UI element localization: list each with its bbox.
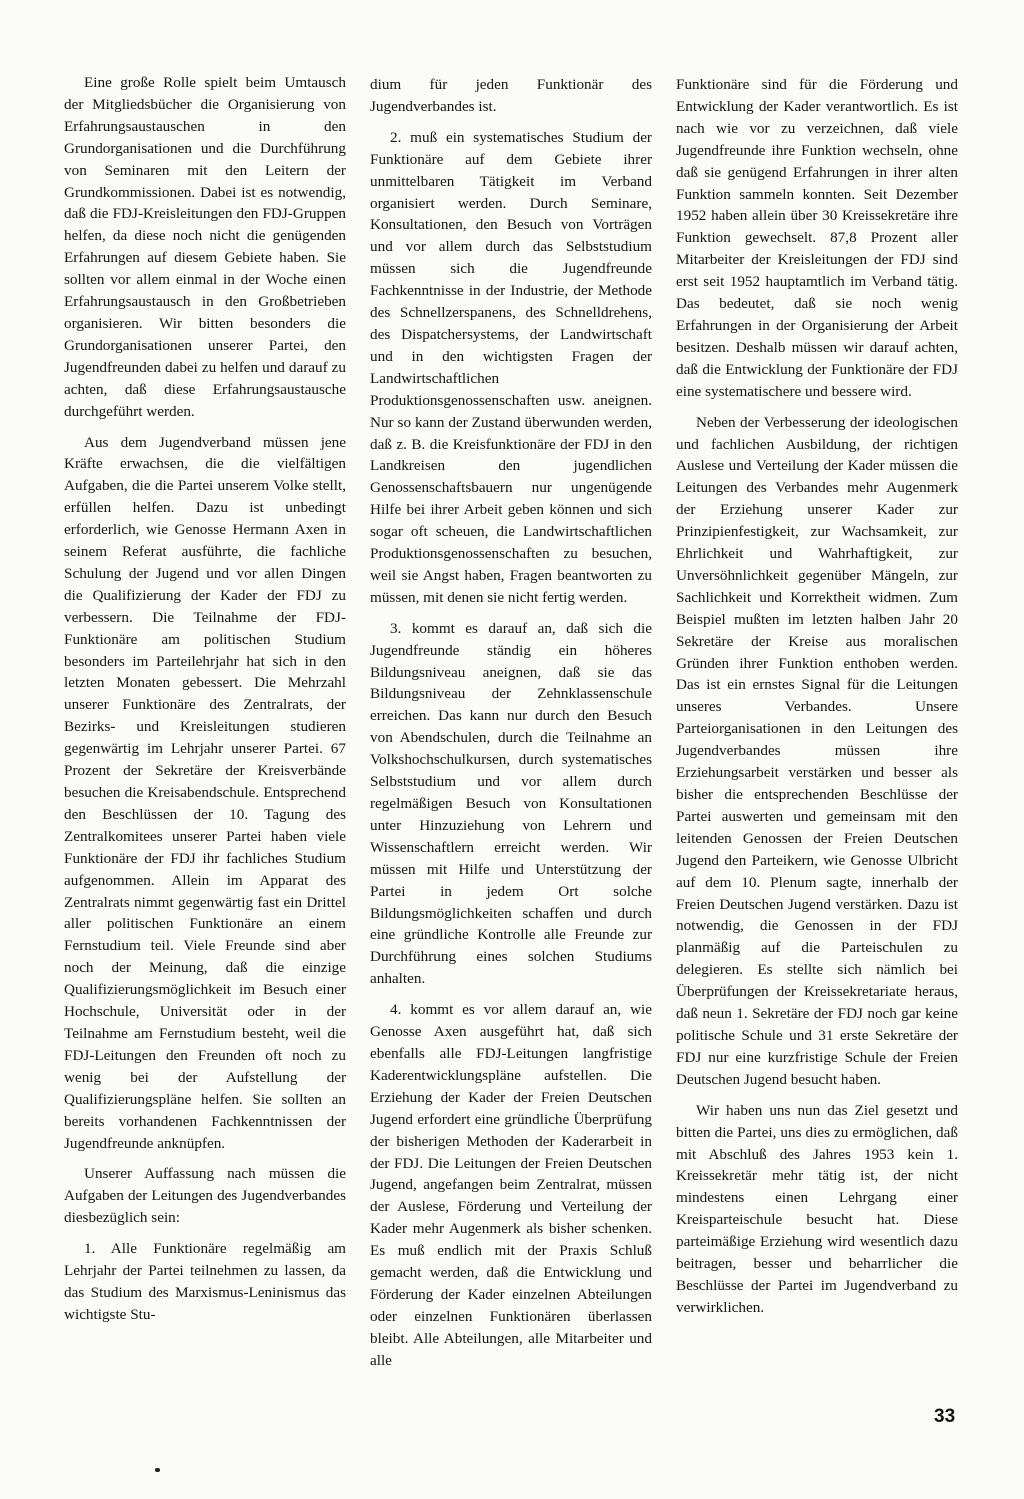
page-number: 33 bbox=[934, 1406, 956, 1427]
paragraph: 2. muß ein systematisches Studium der Funktionäre auf dem Gebiete ihrer unmittelbaren Tätigkeit im Verband organisiert werden. Durch Seminare, Konsultationen, den Besuch von Vorträgen und vor allem durch das Selbststudium müssen sich die Jugendfreunde Fachkenntnisse in der Industrie, der Methode des Schnellzerspanens, des Schnelldrehens, des Dispatchersystems, der Landwirtschaft und in den wichtigsten Fragen der Landwirtschaftlichen Produktionsgenossenschaften usw. aneignen. Nur so kann der Zustand überwunden werden, daß z. B. die Kreisfunktionäre der FDJ in den Landkreisen den jugendlichen Genossenschaftsbauern nur ungenügende Hilfe bei ihrer Arbeit geben können und sich sogar oft scheuen, die Landwirtschaftlichen Produktionsgenossenschaften zu besuchen, weil sie Angst haben, Fragen beantworten zu müssen, mit denen sie nicht fertig werden. bbox=[370, 128, 652, 606]
paragraph: Wir haben uns nun das Ziel gesetzt und bitten die Partei, uns dies zu ermöglichen, daß mit Abschluß des Jahres 1953 kein 1. Kreissekretär mehr tätig ist, der nicht mindestens einen Lehrgang einer Kreisparteischule besucht hat. Diese parteimäßige Erziehung wird wesentlich dazu beitragen, besser und beharrlicher die Beschlüsse der Partei im Jugendverband zu verwirklichen. bbox=[676, 1101, 958, 1316]
paragraph: Unserer Auffassung nach müssen die Aufgaben der Leitungen des Jugendverbandes diesbezüglich sein: bbox=[64, 1165, 346, 1227]
continued-paragraph: dium für jeden Funktionär des Jugendverbandes ist. bbox=[370, 76, 652, 115]
print-speck bbox=[155, 1468, 160, 1472]
paragraph: Aus dem Jugendverband müssen jene Kräfte erwachsen, die die vielfältigen Aufgaben, die die Partei unserem Volke stellt, erfüllen helfen. Dazu ist unbedingt erforderlich, wie Genosse Hermann Axen in seinem Referat ausführte, die fachliche Schulung der Jugend und vor allen Dingen die Qualifizierung der Kader der FDJ zu verbessern. Die Teilnahme der FDJ-Funktionäre am politischen Studium besonders im Parteilehrjahr hat sich in den letzten Monaten gebessert. Die Mehrzahl unserer Funktionäre des Zentralrats, der Bezirks- und Kreisleitungen studieren gegenwärtig im Lehrjahr unserer Partei. 67 Prozent der Sekretäre der Kreisverbände besuchen die Kreisabendschule. Entsprechend den Beschlüssen der 10. Tagung des Zentralkomitees unserer Partei haben viele Funktionäre der FDJ ihr fachliches Studium aufgenommen. Allein im Apparat des Zentralrats nimmt gegenwärtig fast ein Drittel aller politischen Funktionäre an einem Fernstudium teil. Viele Freunde sind aber noch der Meinung, daß die einzige Qualifizierungsmöglichkeit im Besuch einer Hochschule, Universität oder in der Teilnahme am Fernstudium besteht, weil die FDJ-Leitungen den Freunden oft noch zu wenig bei der Aufstellung der Qualifizierungspläne helfen. Sie sollten an bereits vorhandenen Fachkenntnissen der Jugendfreunde anknüpfen. bbox=[64, 433, 346, 1152]
paragraph: Neben der Verbesserung der ideologischen und fachlichen Ausbildung, der richtigen Auslese und Verteilung der Kader müssen die Leitungen des Verbandes mehr Augenmerk der Erziehung unserer Kader zur Prinzipienfestigkeit, zur Wachsamkeit, zur Ehrlichkeit und Wahrhaftigkeit, zur Unversöhnlichkeit gegenüber Mängeln, zur Sachlichkeit und Korrektheit widmen. Zum Beispiel mußten im letzten halben Jahr 20 Sekretäre der Kreise aus moralischen Gründen ihrer Funktion enthoben werden. Das ist ein ernstes Signal für die Leitungen unseres Verbandes. Unsere Parteiorganisationen in den Leitungen des Jugendverbandes müssen ihre Erziehungsarbeit verstärken und besser als bisher die entsprechenden Beschlüsse der Partei auswerten und gemeinsam mit den leitenden Genossen der Freien Deutschen Jugend den Parteikern, wie Genosse Ulbricht auf dem 10. Plenum sagte, innerhalb der Freien Deutschen Jugend verstärken. Dazu ist notwendig, die Genossen in der FDJ planmäßig auf die Parteischulen zu delegieren. Es stellte sich nämlich bei Überprüfungen der Kreissekretariate heraus, daß neun 1. Sekretäre der FDJ noch gar keine politische Schule und 31 erste Sekretäre der FDJ nur eine kurzfristige Schule der Freien Deutschen Jugend besucht haben. bbox=[676, 413, 958, 1088]
paragraph: 4. kommt es vor allem darauf an, wie Genosse Axen ausgeführt hat, daß sich ebenfalls alle FDJ-Leitungen langfristige Kaderentwicklungspläne aufstellen. Die Erziehung der Kader der Freien Deutschen Jugend erfordert eine gründliche Überprüfung der bisherigen Methoden der Kaderarbeit in der FDJ. Die Leitungen der Freien Deutschen Jugend, angefangen beim Zentralrat, müssen der Auslese, Förderung und Verteilung der Kader mehr Augenmerk als bisher schenken. Es muß endlich mit der Praxis Schluß gemacht werden, daß die Entwicklung und Förderung der Kader einzelnen Abteilungen oder einzelnen Funktionären überlassen bleibt. Alle Abteilungen, alle Mitarbeiter und alle bbox=[370, 1001, 652, 1369]
paragraph: 3. kommt es darauf an, daß sich die Jugendfreunde ständig ein höheres Bildungsniveau aneignen, daß sie das Bildungsniveau der Zehnklassenschule erreichen. Das kann nur durch den Besuch von Abendschulen, durch die Teilnahme an Volkshochschulkursen, durch systematisches Selbststudium und vor allem durch regelmäßigen Besuch von Konsultationen unter Hinzuziehung von Lehrern und Wissenschaftlern erreicht werden. Wir müssen mit Hilfe und Unterstützung der Partei in jedem Ort solche Bildungsmöglichkeiten schaffen und durch eine gründliche Kontrolle alle Freunde zur Durchführung eines solchen Studiums anhalten. bbox=[370, 619, 652, 988]
text-column-3 bbox=[676, 74, 958, 1328]
text-column-1 bbox=[64, 72, 346, 1335]
paragraph: 1. Alle Funktionäre regelmäßig am Lehrjahr der Partei teilnehmen zu lassen, da das Studium des Marxismus-Leninismus das wichtigste Stu- bbox=[64, 1240, 346, 1323]
continued-paragraph: Funktionäre sind für die Förderung und Entwicklung der Kader verantwortlich. Es ist nach wie vor zu verzeichnen, daß viele Jugendfreunde ihre Funktion wechseln, ohne daß sie genügend Erfahrungen in ihrer alten Funktion sammeln konnten. Seit Dezember 1952 haben allein über 30 Kreissekretäre ihre Funktion gewechselt. 87,8 Prozent aller Mitarbeiter der Kreisleitungen der FDJ sind erst seit 1952 hauptamtlich im Verband tätig. Das bedeutet, daß sie noch wenig Erfahrungen in der Organisierung der Arbeit besitzen. Deshalb müssen wir darauf achten, daß die Entwicklung der Funktionäre der FDJ eine systematischere und bessere wird. bbox=[676, 76, 958, 400]
text-column-2 bbox=[370, 74, 652, 1381]
paragraph: Eine große Rolle spielt beim Umtausch der Mitgliedsbücher die Organisierung von Erfahrungsaustauschen in den Grundorganisationen und die Durchführung von Seminaren mit den Leitern der Grundkommissionen. Dabei ist es notwendig, daß die FDJ-Kreisleitungen den FDJ-Gruppen helfen, da diese noch nicht die genügenden Erfahrungen auf diesem Gebiete haben. Sie sollten vor allem einmal in der Woche einen Erfahrungsaustausch in den Großbetrieben organisieren. Wir bitten besonders die Grundorganisationen unserer Partei, den Jugendfreunden dabei zu helfen und darauf zu achten, daß diese Erfahrungsaustausche durchgeführt werden. bbox=[64, 74, 346, 420]
